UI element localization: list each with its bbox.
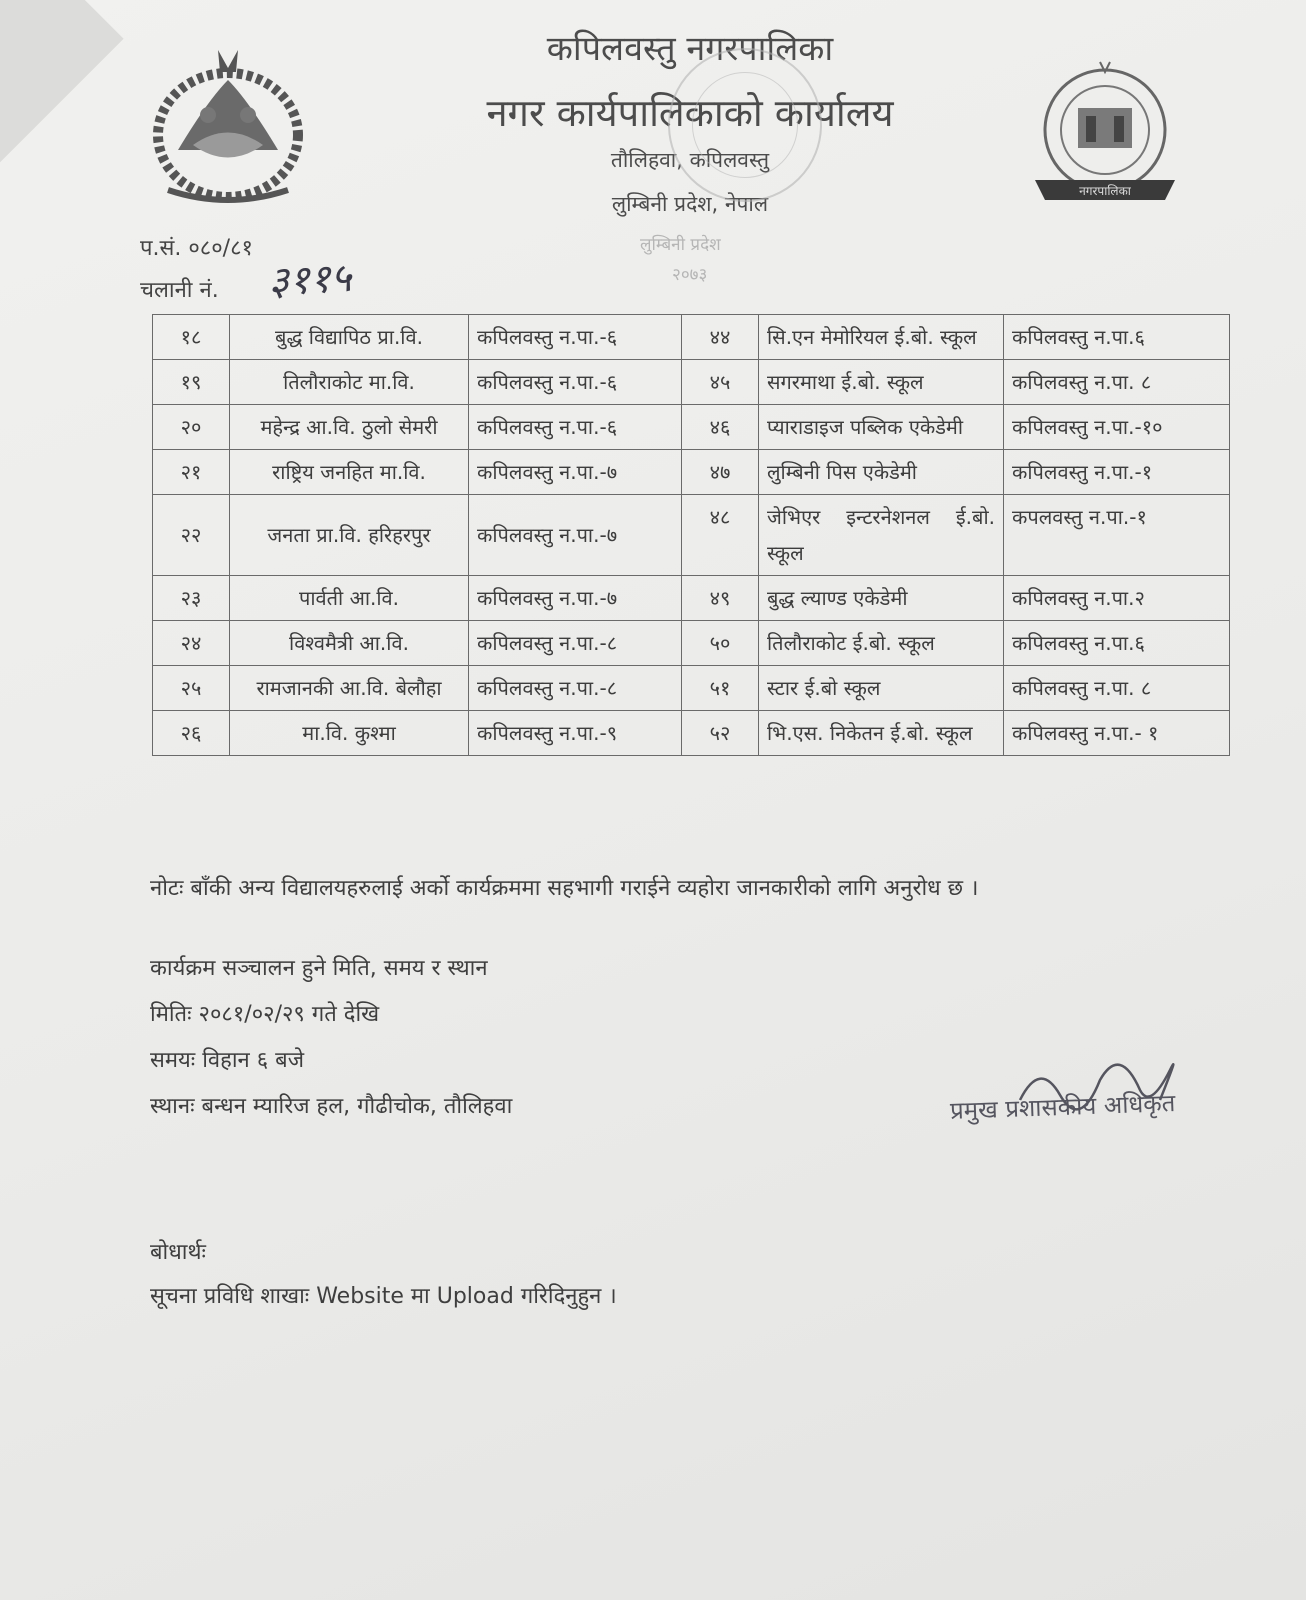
table-row: [153, 576, 1230, 621]
school-address-left: कपिलवस्तु न.पा.-७: [469, 450, 682, 495]
table-row: [153, 360, 1230, 405]
school-address-left: कपिलवस्तु न.पा.-७: [469, 495, 682, 576]
serial-number-right: ५१: [682, 666, 759, 711]
office-name: नगर कार्यपालिकाको कार्यालय: [486, 91, 894, 135]
serial-number-left: २५: [153, 666, 230, 711]
school-address-left: कपिलवस्तु न.पा.-९: [469, 711, 682, 756]
serial-number-right: ४६: [682, 405, 759, 450]
cc-line: सूचना प्रविधि शाखाः Website मा Upload गरिदिनुहुन ।: [150, 1284, 617, 1309]
stamp-year: २०७३: [672, 265, 708, 285]
school-name-left: तिलौराकोट मा.वि.: [230, 360, 469, 405]
school-name-left: रामजानकी आ.वि. बेलौहा: [230, 666, 469, 711]
program-heading: कार्यक्रम सञ्चालन हुने मिति, समय र स्थान: [150, 956, 488, 981]
school-address-right: कपिलवस्तु न.पा.६: [1004, 621, 1230, 666]
school-name-right: लुम्बिनी पिस एकेडेमी: [759, 450, 1004, 495]
serial-number-left: २१: [153, 450, 230, 495]
schools-table: [152, 314, 1230, 756]
school-address-right: कपिलवस्तु न.पा.-१०: [1004, 405, 1230, 450]
school-address-right: कपिलवस्तु न.पा. ८: [1004, 666, 1230, 711]
school-address-right: कपिलवस्तु न.पा.२: [1004, 576, 1230, 621]
serial-number-left: २२: [153, 495, 230, 576]
signatory-title: प्रमुख प्रशासकीय अधिकृत: [949, 1089, 1176, 1125]
note-text: नोटः बाँकी अन्य विद्यालयहरुलाई अर्को कार्यक्रममा सहभागी गराईने व्यहोरा जानकारीको लागि अनुरोध छ ।: [150, 876, 979, 901]
school-address-left: कपिलवस्तु न.पा.-६: [469, 315, 682, 360]
serial-number-right: ४७: [682, 450, 759, 495]
table-row: [153, 666, 1230, 711]
ps-label: प.सं.: [140, 236, 182, 261]
school-name-left: महेन्द्र आ.वि. ठुलो सेमरी: [230, 405, 469, 450]
school-address-right: कपिलवस्तु न.पा.- १: [1004, 711, 1230, 756]
school-name-left: मा.वि. कुश्मा: [230, 711, 469, 756]
logo-caption: नगरपालिका: [1079, 184, 1131, 198]
serial-number-right: ५०: [682, 621, 759, 666]
school-address-left: कपिलवस्तु न.पा.-८: [469, 621, 682, 666]
school-address-right: कपिलवस्तु न.पा.-१: [1004, 450, 1230, 495]
program-date: मितिः २०८१/०२/२९ गते देखि: [150, 1002, 380, 1027]
school-name-left: पार्वती आ.वि.: [230, 576, 469, 621]
serial-number-left: १८: [153, 315, 230, 360]
chalani-number-label: चलानी नं.: [140, 278, 219, 303]
ps-value: ०८०/८१: [188, 236, 253, 261]
school-name-right: भि.एस. निकेतन ई.बो. स्कूल: [759, 711, 1004, 756]
table-row: [153, 621, 1230, 666]
school-address-right: कपिलवस्तु न.पा.६: [1004, 315, 1230, 360]
school-name-right: सगरमाथा ई.बो. स्कूल: [759, 360, 1004, 405]
serial-number-left: २३: [153, 576, 230, 621]
page-fold-shadow: [0, 0, 124, 180]
serial-number-right: ४५: [682, 360, 759, 405]
school-name-left: बुद्ध विद्यापिठ प्रा.वि.: [230, 315, 469, 360]
table-row: [153, 495, 1230, 576]
school-address-right: कपिलवस्तु न.पा. ८: [1004, 360, 1230, 405]
program-time: समयः विहान ६ बजे: [150, 1048, 305, 1073]
school-name-right: सि.एन मेमोरियल ई.बो. स्कूल: [759, 315, 1004, 360]
table-row: [153, 315, 1230, 360]
school-name-left: राष्ट्रिय जनहित मा.वि.: [230, 450, 469, 495]
school-name-right: तिलौराकोट ई.बो. स्कूल: [759, 621, 1004, 666]
school-name-left: विश्वमैत्री आ.वि.: [230, 621, 469, 666]
address-line-2: लुम्बिनी प्रदेश, नेपाल: [611, 192, 769, 216]
office-seal-stamp: [668, 48, 822, 202]
serial-number-left: १९: [153, 360, 230, 405]
reference-number: [140, 232, 253, 262]
serial-number-right: ४८: [682, 495, 759, 576]
school-name-right: प्याराडाइज पब्लिक एकेडेमी: [759, 405, 1004, 450]
table-row: [153, 405, 1230, 450]
nepal-emblem-icon: [148, 40, 308, 205]
serial-number-left: २०: [153, 405, 230, 450]
school-name-right: जेभिएर इन्टरनेशनल ई.बो. स्कूल: [759, 495, 1004, 576]
serial-number-right: ४९: [682, 576, 759, 621]
address-line-1: तौलिहवा, कपिलवस्तु: [610, 148, 770, 172]
municipality-name: कपिलवस्तु नगरपालिका: [546, 29, 834, 69]
serial-number-right: ४४: [682, 315, 759, 360]
program-venue: स्थानः बन्धन म्यारिज हल, गौढीचोक, तौलिहवा: [150, 1094, 513, 1119]
serial-number-left: २४: [153, 621, 230, 666]
cc-label: बोधार्थः: [150, 1240, 206, 1265]
school-address-left: कपिलवस्तु न.पा.-७: [469, 576, 682, 621]
stamp-text: लुम्बिनी प्रदेश: [640, 235, 721, 255]
school-address-right: कपलवस्तु न.पा.-१: [1004, 495, 1230, 576]
school-address-left: कपिलवस्तु न.पा.-६: [469, 405, 682, 450]
school-name-left: जनता प्रा.वि. हरिहरपुर: [230, 495, 469, 576]
chalani-number-handwritten: ३११५: [266, 254, 353, 306]
serial-number-left: २६: [153, 711, 230, 756]
school-name-right: बुद्ध ल्याण्ड एकेडेमी: [759, 576, 1004, 621]
serial-number-right: ५२: [682, 711, 759, 756]
table-row: [153, 711, 1230, 756]
school-name-right: स्टार ई.बो स्कूल: [759, 666, 1004, 711]
school-address-left: कपिलवस्तु न.पा.-६: [469, 360, 682, 405]
school-address-left: कपिलवस्तु न.पा.-८: [469, 666, 682, 711]
table-row: [153, 450, 1230, 495]
